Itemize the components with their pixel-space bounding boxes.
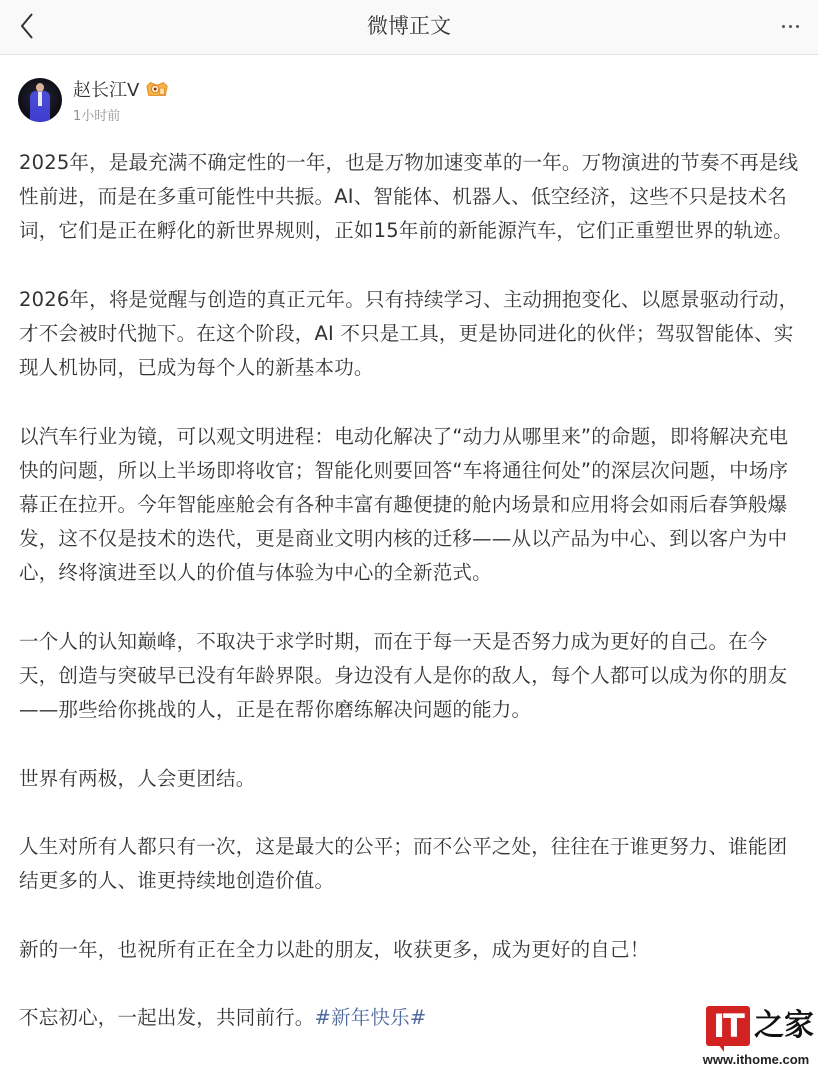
post-paragraph: 以汽车行业为镜，可以观文明进程：电动化解决了“动力从哪里来”的命题，即将解决充电快的问题，所以上半场即将收官；智能化则要回答“车将通往何处”的深层次问题，中场序幕正在拉开。今年智能座舱会有各种丰富有趣便捷的舱内场景和应用将会如雨后春笋般爆发，这不仅是技术的迭代，更是商业文明内核的迁移——从以产品为中心、到以客户为中心，终将演进至以人的价值与体验为中心的全新范式。: [19, 424, 789, 585]
hashtag-link[interactable]: #新年快乐#: [314, 1005, 427, 1029]
post-paragraph: 一个人的认知巅峰，不取决于求学时期，而在于每一天是否努力成为更好的自己。在今天，创造与突破早已没有年龄界限。身边没有人是你的敌人，每个人都可以成为你的朋友——那些给你挑战的人，正是在帮你磨练解决问题的能力。: [19, 629, 788, 722]
post-paragraph: 2026年，将是觉醒与创造的真正元年。只有持续学习、主动拥抱变化、以愿景驱动行动，才不会被时代抛下。在这个阶段，AI 不只是工具，更是协同进化的伙伴；驾驭智能体、实现人机协同，已成为每个人的新基本功。: [19, 287, 799, 380]
post-paragraph: 世界有两极，人会更团结。: [19, 766, 256, 790]
post-paragraph: 人生对所有人都只有一次，这是最大的公平；而不公平之处，往往在于谁更努力、谁能团结更多的人、谁更持续地创造价值。: [19, 834, 788, 893]
more-dot-icon: [789, 25, 792, 28]
post-paragraph-text: 不忘初心，一起出发，共同前行。: [19, 1005, 315, 1029]
ithome-watermark: [694, 1000, 818, 1072]
author-meta: [73, 77, 169, 124]
post-paragraph: 新的一年，也祝所有正在全力以赴的朋友，收获更多，成为更好的自己！: [19, 937, 650, 961]
author-name[interactable]: 赵长江V: [73, 79, 140, 101]
post-paragraph: 2025年，是最充满不确定性的一年，也是万物加速变革的一年。万物演进的节奏不再是线性前进，而是在多重可能性中共振。AI、智能体、机器人、低空经济，这些不只是技术名词，它们是正在孵化的新世界规则，正如15年前的新能源汽车，它们正重塑世界的轨迹。: [19, 151, 799, 243]
more-dot-icon: [796, 25, 799, 28]
logo-tail-icon: [718, 1044, 724, 1052]
author-name-row: [73, 77, 169, 101]
author-block: [18, 76, 169, 124]
page-title: 微博正文: [367, 14, 451, 38]
top-navigation-bar: [0, 0, 818, 55]
more-options-button[interactable]: [772, 10, 808, 42]
vip-crown-badge-icon[interactable]: [145, 80, 169, 98]
post-content: [19, 146, 804, 1035]
ithome-logo-char: 之家: [754, 1008, 814, 1043]
more-dot-icon: [782, 25, 785, 28]
post-paragraph-last: [19, 1001, 804, 1035]
watermark-url: www.ithome.com: [702, 1052, 810, 1067]
ithome-logo-icon: IT: [706, 1006, 750, 1046]
post-time: 1小时前: [73, 108, 121, 124]
avatar[interactable]: [18, 78, 62, 122]
